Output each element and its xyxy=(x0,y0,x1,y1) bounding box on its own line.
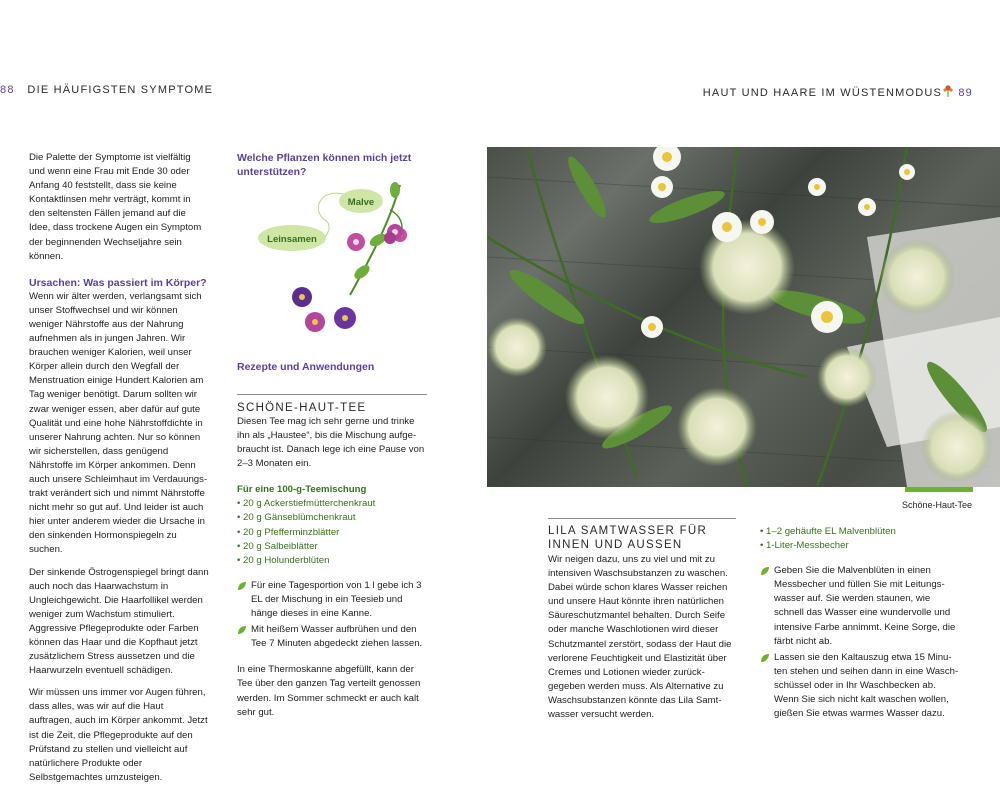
caption-accent-bar xyxy=(905,487,973,492)
herbs-photo-illustration xyxy=(487,147,1000,487)
list-item: • 20 g Salbeiblätter xyxy=(237,540,427,554)
tea-step-1 xyxy=(237,579,427,621)
photo-caption: Schöne-Haut-Tee xyxy=(901,500,972,510)
page-number-right: 89 xyxy=(958,87,973,99)
leaf-icon xyxy=(237,625,247,635)
running-head-title-right: HAUT UND HAARE IM WÜSTENMODUS xyxy=(702,87,943,99)
list-item: • 1-Liter-Messbecher xyxy=(760,539,960,553)
causes-paragraph-2: Der sinkende Östrogenspiegel bringt dann auch noch das Haarwachstum in Ungleichgewicht. Die Haarfollikel werden weniger zum Wachstum stimuliert. Aggressive Pflegeprodukte oder Farben können das Haar und die Kopfhaut jetzt zusätzlichem Stress aussetzen und die Haarwurzeln eventuell schädigen. xyxy=(29,566,209,677)
tea-ingredient-list xyxy=(237,497,427,567)
mallow-flower-icon xyxy=(305,312,325,332)
page-number-left: 88 xyxy=(0,84,15,96)
causes-heading: Ursachen: Was passiert im Körper? xyxy=(29,276,207,289)
herbs-photo xyxy=(487,147,1000,487)
causes-paragraph-3: Wir müssen uns immer vor Augen führen, dass alles, was wir auf die Haut auftragen, auch im Körper ankommt. Jetzt ist die Zeit, die Pflegeprodukte auf den Prüfstand zu stellen und vielleicht auf natürlichere Produkte oder Selbstgemachtes umzusteigen. xyxy=(29,687,208,783)
mix-heading: Für eine 100-g-Teemischung xyxy=(237,484,367,496)
left-running-head xyxy=(0,84,213,96)
lila-ingredient-list xyxy=(760,525,960,553)
tea-recipe xyxy=(237,415,427,728)
plants-heading: Welche Pflanzen können mich jetzt unterstützen? xyxy=(237,152,412,178)
plant-label-leinsamen xyxy=(258,225,326,251)
mallow-flower-icon xyxy=(292,287,312,307)
lila-step-2-text: Lassen sie den Kaltauszug etwa 15 Minuten stehen und seihen dann in eine Waschschüssel oder in Ihr Waschbecken ab. Wenn Sie sich nicht kalt waschen wollen, gießen Sie etwas warmes Wasser dazu. xyxy=(774,651,959,720)
lila-step-1 xyxy=(760,564,960,649)
mallow-flower-icon xyxy=(347,233,365,251)
tea-intro: Diesen Tee mag ich sehr gerne und trinke ihn als „Haustee“, bis die Mischung aufgebraucht ist. Danach lege ich eine Pause von 2–3 Monaten ein. xyxy=(237,416,425,470)
lila-step-2 xyxy=(760,651,960,721)
list-item: • 1–2 gehäufte EL Malvenblüten xyxy=(760,525,960,539)
mallow-flower-icon xyxy=(384,232,396,244)
divider xyxy=(548,518,736,519)
list-item: • 20 g Pfefferminzblätter xyxy=(237,526,427,540)
tea-outro: In eine Thermoskanne abgefüllt, kann der Tee über den ganzen Tag verteilt genossen werden. Im Sommer schmeckt er auch kalt sehr gut. xyxy=(237,664,421,718)
tea-step-2 xyxy=(237,623,427,651)
lila-title-line-1: LILA SAMTWASSER FÜR xyxy=(548,525,708,537)
plant-label-malve-text: Malve xyxy=(347,197,375,208)
tea-step-2-text: Mit heißem Wasser aufbrühen und den Tee 7 Minuten abgedeckt ziehen lassen. xyxy=(251,624,423,650)
leaf-icon xyxy=(237,581,247,591)
lila-text: Wir neigen dazu, uns zu viel und mit zu intensiven Waschsubstanzen zu waschen. Dabei würde schon klares Wasser reichen und unsere Haut könnte ihren natürlichen Säureschutzmantel behalten. Durch Seife oder manche Waschlotionen wird dieser Schutzmantel zerstört, sodass der Haut die verlorene Feuchtigkeit und Elastizität über Cremes und Lotionen wieder zurückgegeben werden muss. Als Alternative zu Waschsubstanzen könnte das Lila Samtwasser versucht werden. xyxy=(548,554,732,721)
plant-label-malve xyxy=(339,189,383,213)
list-item: • 20 g Holunderblüten xyxy=(237,554,427,568)
lila-step-1-text: Geben Sie die Malvenblüten in einen Messbecher und füllen Sie mit Leitungswasser auf. Sie werden staunen, wie schnell das Wasser eine wundervolle und intensive Farbe annimmt. Keine Sorge, die färbt nicht ab. xyxy=(774,565,956,647)
leaf-icon xyxy=(760,653,770,663)
leaf-icon xyxy=(760,566,770,576)
divider xyxy=(237,394,427,395)
recipes-heading: Rezepte und Anwendungen xyxy=(237,361,375,373)
lila-recipe xyxy=(760,525,960,723)
tea-step-1-text: Für eine Tagesportion von 1 l gebe ich 3 EL der Mischung in ein Teesieb und hänge dieses in eine Kanne. xyxy=(251,579,422,620)
list-item: • 20 g Ackerstiefmütterchenkraut xyxy=(237,497,427,511)
flower-ornament-icon xyxy=(942,84,954,98)
right-running-head xyxy=(703,84,973,99)
list-item: • 20 g Gänseblümchenkraut xyxy=(237,511,427,525)
mallow-flower-icon xyxy=(334,307,356,329)
tea-title: SCHÖNE-HAUT-TEE xyxy=(237,402,367,414)
lila-title xyxy=(548,524,738,552)
lila-title-line-2: INNEN UND AUSSEN xyxy=(548,539,683,551)
intro-paragraph: Die Palette der Symptome ist vielfältig und wenn eine Frau mit Ende 30 oder Anfang 40 feststellt, dass sie keine Kontaktlinsen mehr verträgt, kommt in den seltensten Fällen jemand auf die Idee, dass trockene Augen ein Symptom der beginnenden Wechseljahre sein können. xyxy=(29,152,202,262)
left-column xyxy=(29,151,209,793)
causes-paragraph-1: Wenn wir älter werden, verlangsamt sich unser Stoffwechsel und wir können weniger Nährstoffe aus der Nahrung aufnehmen als in jungen Jahren. Wir brauchen weniger Kalorien, weil unser Körper allein durch den Wegfall der Menstruation einige Hundert Kalorien am Tag weniger benötigt. Darum sollten wir zwar weniger essen, aber dafür auf gute Qualität und eine hohe Nährstoffdichte in unserer Nahrung achten. Nur so können wir sicherstellen, dass genügend Nährstoffe im Körper ankommen. Denn auch unsere Schleimhaut im Verdauungstrakt verändert sich und nimmt Nährstoffe nicht mehr so gut auf. Und leider ist auch hier unter anderem wieder die Ursache in den sinkenden Hormonspiegeln zu suchen. xyxy=(29,290,208,556)
running-head-title-left: DIE HÄUFIGSTEN SYMPTOME xyxy=(27,84,214,96)
plants-illustration xyxy=(250,180,420,340)
plant-label-leinsamen-text: Leinsamen xyxy=(267,234,317,245)
